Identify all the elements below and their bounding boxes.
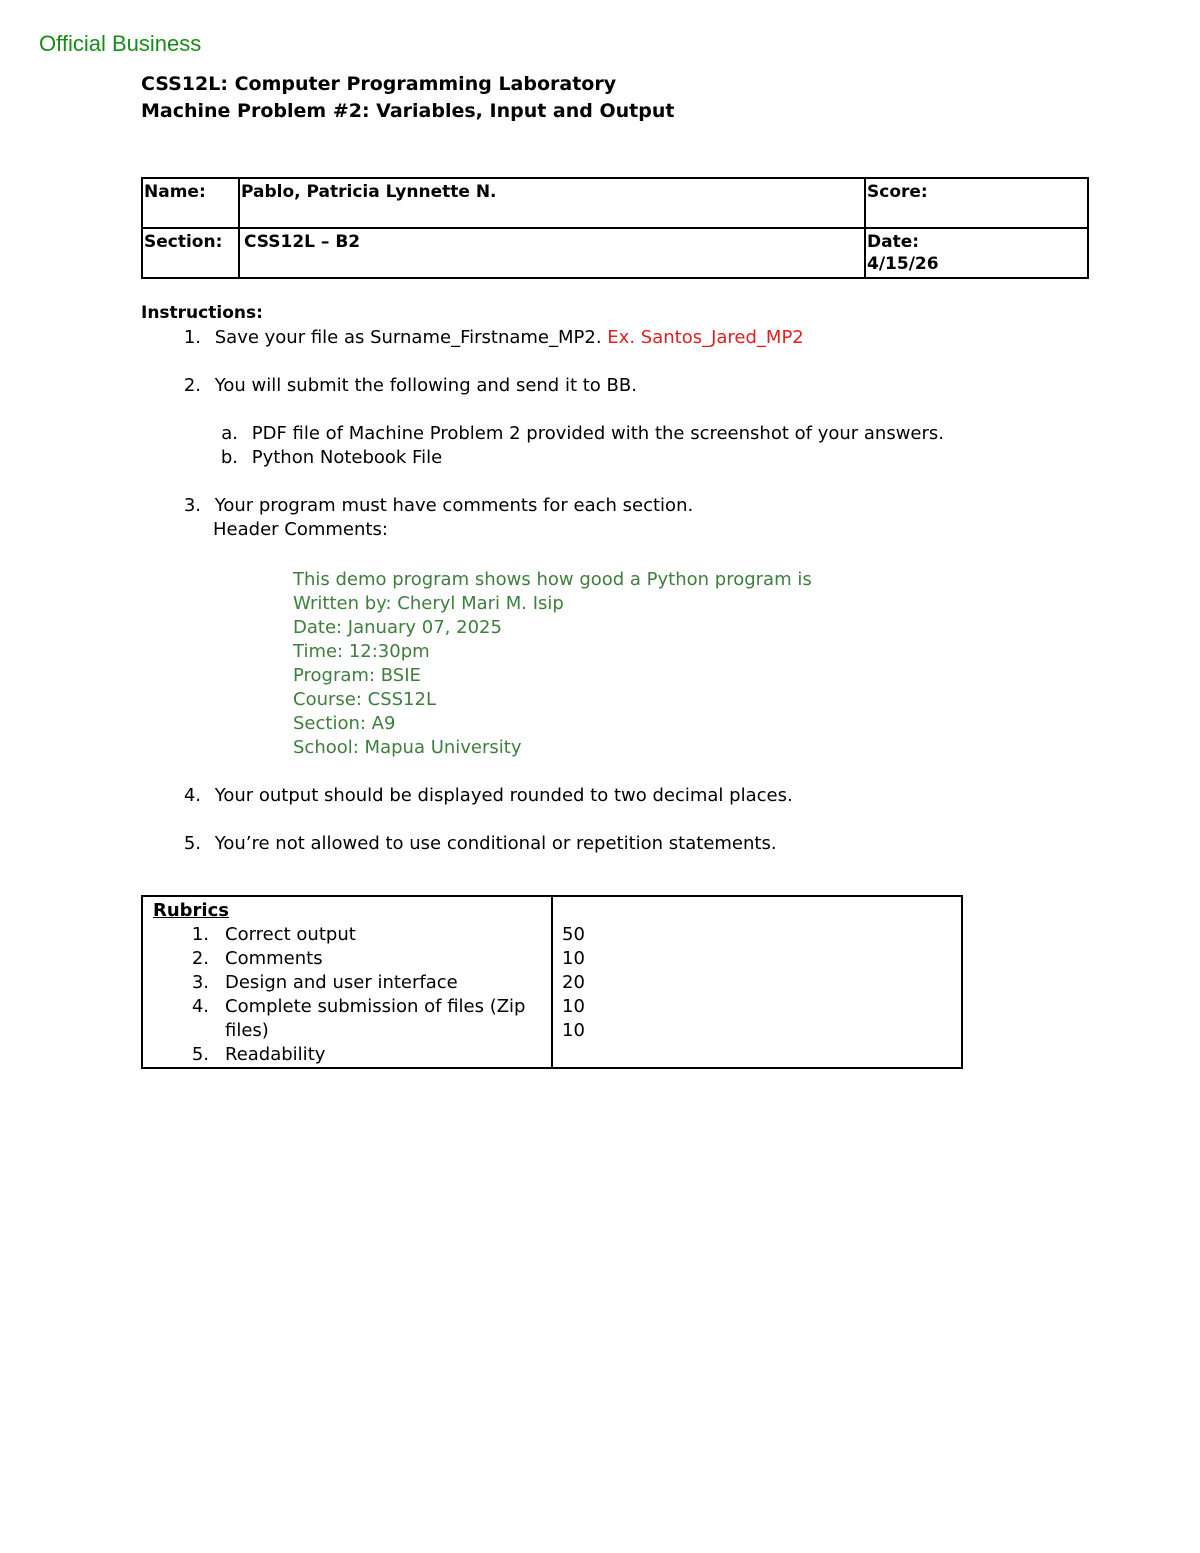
- header-comments-label: Header Comments:: [213, 519, 388, 540]
- rubric-score: 50: [562, 924, 585, 945]
- rubric-item: [143, 971, 551, 995]
- comment-line: Section: A9: [293, 713, 396, 734]
- name-label: Name:: [142, 178, 239, 228]
- rubric-item: [143, 947, 551, 971]
- list-number: 4.: [191, 996, 209, 1017]
- list-number: 3.: [191, 972, 209, 993]
- instruction-text: Your program must have comments for each section.: [214, 495, 694, 516]
- rubric-item: [143, 923, 551, 947]
- date-cell: [865, 228, 1088, 278]
- filename-example: Ex. Santos_Jared_MP2: [607, 327, 804, 348]
- list-number: 5.: [191, 1044, 209, 1065]
- instruction-item-4: [175, 785, 793, 806]
- comment-line: Time: 12:30pm: [293, 641, 430, 662]
- subitem-b: [212, 447, 442, 468]
- list-letter: a.: [221, 423, 238, 444]
- info-row-section: [142, 228, 1088, 278]
- date-label: Date:: [867, 232, 920, 252]
- section-value: CSS12L – B2: [239, 228, 865, 278]
- instruction-item-2: [175, 375, 637, 396]
- instruction-text: You’re not allowed to use conditional or repetition statements.: [214, 833, 777, 854]
- name-value: Pablo, Patricia Lynnette N.: [239, 178, 865, 228]
- instruction-item-3: [175, 495, 693, 516]
- rubrics-criteria-cell: [142, 896, 552, 1068]
- rubrics-score-cell: [552, 896, 962, 1068]
- comment-line: School: Mapua University: [293, 737, 522, 758]
- info-row-name: [142, 178, 1088, 228]
- rubric-label: Design and user interface: [225, 972, 458, 993]
- list-number: 1.: [191, 924, 209, 945]
- score-cell: [865, 178, 1088, 228]
- subitem-a: [212, 423, 944, 444]
- student-info-table: [141, 177, 1089, 279]
- rubric-label: Comments: [225, 948, 323, 969]
- list-letter: b.: [220, 447, 238, 468]
- list-number: 2.: [191, 948, 209, 969]
- score-label: Score:: [867, 182, 928, 202]
- instruction-item-5: [175, 833, 777, 854]
- list-number: 2.: [183, 375, 201, 396]
- rubric-score: 20: [562, 972, 585, 993]
- list-number: 5.: [183, 833, 201, 854]
- rubric-label: Readability: [225, 1044, 326, 1065]
- instruction-text: You will submit the following and send it to BB.: [214, 375, 637, 396]
- instructions-heading: Instructions:: [141, 303, 263, 323]
- rubric-item: [143, 995, 551, 1043]
- rubric-score: 10: [562, 1020, 585, 1041]
- subitem-text: Python Notebook File: [251, 447, 443, 468]
- rubric-label: Correct output: [225, 924, 356, 945]
- course-title: CSS12L: Computer Programming Laboratory: [141, 73, 617, 95]
- rubric-score: 10: [562, 996, 585, 1017]
- list-number: 3.: [183, 495, 201, 516]
- list-number: 1.: [183, 327, 201, 348]
- rubrics-table: [141, 895, 963, 1069]
- comment-line: This demo program shows how good a Python program is: [293, 569, 812, 590]
- header-comments-example: [293, 568, 812, 760]
- instruction-text: Your output should be displayed rounded to two decimal places.: [214, 785, 793, 806]
- rubric-score: 10: [562, 948, 585, 969]
- section-label: Section:: [142, 228, 239, 278]
- classification-label: Official Business: [39, 31, 202, 56]
- date-value: 4/15/26: [867, 254, 939, 274]
- list-number: 4.: [183, 785, 201, 806]
- comment-line: Program: BSIE: [293, 665, 421, 686]
- instruction-text: Save your file as Surname_Firstname_MP2.: [214, 327, 602, 348]
- rubric-item: [143, 1043, 551, 1067]
- rubrics-title: Rubrics: [153, 900, 229, 921]
- problem-title: Machine Problem #2: Variables, Input and Output: [141, 100, 675, 122]
- comment-line: Course: CSS12L: [293, 689, 436, 710]
- rubric-label: Complete submission of files (Zip files): [225, 996, 526, 1041]
- subitem-text: PDF file of Machine Problem 2 provided with the screenshot of your answers.: [251, 423, 944, 444]
- comment-line: Written by: Cheryl Mari M. Isip: [293, 593, 564, 614]
- instruction-item-1: [175, 327, 804, 348]
- comment-line: Date: January 07, 2025: [293, 617, 502, 638]
